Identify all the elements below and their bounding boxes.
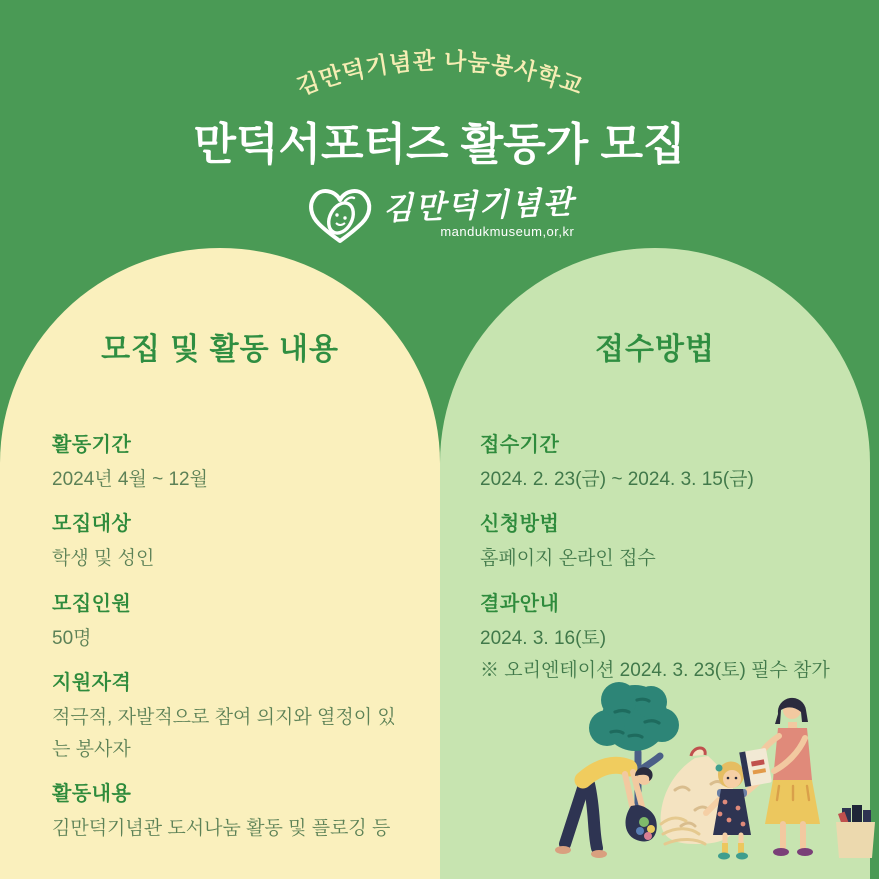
subtitle-text: 김만덕기념관 나눔봉사학교 [293,47,587,100]
item-label: 접수기간 [480,434,560,456]
recruitment-info-list [52,432,404,861]
item-label: 신청방법 [480,513,560,536]
item-label: 모집대상 [52,513,132,536]
application-info-list [480,432,852,702]
volunteering-illustration [545,672,875,872]
logo-url: mandukmuseum,or,kr [440,223,575,239]
item-value: 50명 [52,627,92,649]
list-item-target [52,511,404,575]
left-panel-title: 모집 및 활동 내용 [101,333,339,366]
item-value: 2024. 3. 16(토) [480,627,607,649]
item-value: 홈페이지 온라인 접수 [480,548,656,570]
item-value: 학생 및 성인 [52,548,155,570]
heart-seed-face-icon [305,184,375,248]
item-note: ※ 오리엔테이션 2024. 3. 23(토) 필수 참가 [480,659,830,681]
item-label: 지원자격 [52,671,132,694]
item-label: 활동내용 [52,783,132,806]
logo-name: 김만덕기념관 [382,184,575,228]
item-label: 모집인원 [52,592,132,615]
list-item-qualification [52,670,404,767]
item-label: 결과안내 [480,592,560,615]
item-value: 김만덕기념관 도서나눔 활동 및 플로깅 등 [52,818,391,840]
list-item-headcount [52,591,404,655]
museum-logo [0,184,879,248]
item-value: 2024. 2. 23(금) ~ 2024. 3. 15(금) [480,469,754,490]
list-item-how-to-apply [480,511,852,575]
item-value: 적극적, 자발적으로 참여 의지와 열정이 있는 봉사자 [52,706,396,761]
item-value: 2024년 4월 ~ 12월 [52,469,208,490]
right-panel-title: 접수방법 [595,333,715,366]
page-title: 만덕서포터즈 활동가 모집 [193,120,686,169]
item-label: 활동기간 [52,434,132,456]
list-item-activities [52,781,404,845]
adult-giving-book-icon [739,698,820,856]
box-of-books-icon [836,805,875,858]
svg-text:김만덕기념관 나눔봉사학교 [293,48,587,100]
list-item-activity-period [52,432,404,496]
list-item-application-period [480,432,852,496]
